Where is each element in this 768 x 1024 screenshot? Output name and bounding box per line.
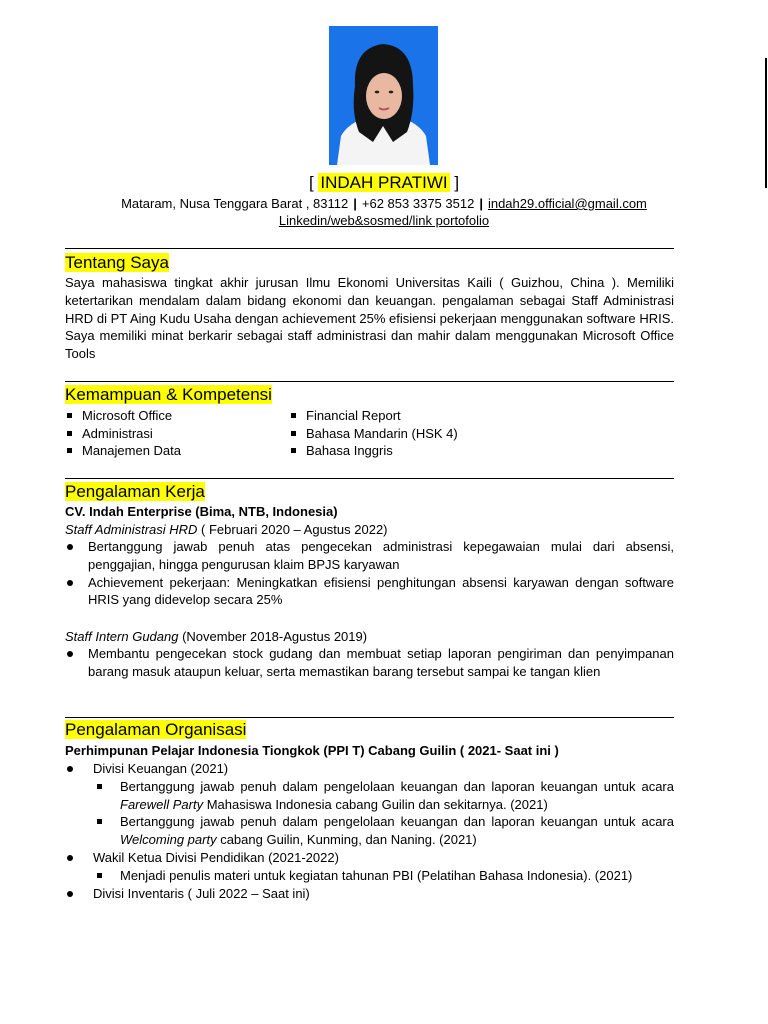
- duty-item: [93, 778, 674, 814]
- skill-item: Financial Report: [289, 407, 458, 425]
- bracket-close: ]: [454, 173, 460, 192]
- job-bullet: Membantu pengecekan stock gudang dan membuat setiap laporan pengiriman dan penyimpanan barang masuk ataupun keluar, serta memastikan barang tersebut sampai ke tangan klien: [65, 645, 674, 681]
- name-text: INDAH PRATIWI: [320, 173, 448, 192]
- duty-text: Bertanggung jawab penuh dalam pengelolaan keuangan dan laporan keuangan untuk acara: [120, 814, 674, 830]
- section-title-skills: [65, 384, 272, 406]
- job-title: Staff Administrasi HRD: [65, 522, 198, 537]
- division-label: Wakil Ketua Divisi Pendidikan (2021-2022): [93, 849, 339, 865]
- profile-photo: [329, 26, 438, 165]
- section-title-organization: [65, 719, 246, 741]
- separator: |: [353, 196, 357, 211]
- skill-item: Administrasi: [65, 425, 181, 443]
- duty-text: Mahasiswa Indonesia cabang Guilin dan sekitarnya. (2021): [203, 796, 548, 812]
- skills-column-2: [289, 407, 458, 460]
- bracket-open: [: [308, 173, 314, 192]
- portfolio-link[interactable]: Linkedin/web&sosmed/link portofolio: [278, 213, 490, 228]
- division-duties: [93, 867, 674, 885]
- organization-roles: [65, 760, 674, 902]
- job-period: (November 2018-Agustus 2019): [178, 629, 368, 644]
- section-divider: [65, 248, 674, 249]
- duty-text: cabang Guilin, Kunming, dan Naning. (2021): [216, 832, 477, 848]
- duty-item: [93, 813, 674, 849]
- skill-item: Bahasa Mandarin (HSK 4): [289, 425, 458, 443]
- company-name: CV. Indah Enterprise (Bima, NTB, Indonesia): [65, 504, 338, 519]
- skill-item: Microsoft Office: [65, 407, 181, 425]
- section-divider: [65, 478, 674, 479]
- division-item: [65, 849, 674, 885]
- job-title: Staff Intern Gudang: [65, 629, 179, 644]
- about-text: Saya mahasiswa tingkat akhir jurusan Ilmu Ekonomi Universitas Kaili ( Guizhou, China ). Memiliki ketertarikan mendalam dalam bidang ekonomi dan keuangan. pengalaman sebagai Staff Administrasi HRD di PT Aing Kudu Usaha dengan achievement 25% efisiensi pekerjaan menggunakan software HRIS. Saya memiliki minat berkarir sebagai staff administrasi dan mahir dalam menggunakan Microsoft Office Tools: [65, 275, 674, 362]
- skills-column-1: [65, 407, 181, 460]
- portfolio-links: [0, 212, 768, 229]
- separator: |: [479, 196, 483, 211]
- job-bullet: Bertanggung jawab penuh atas pengecekan administrasi kepegawaian mulai dari absensi, penggajian, hingga pengurusan klaim BPJS karyawan: [65, 538, 674, 574]
- job-bullet: Achievement pekerjaan: Meningkatkan efisiensi penghitungan absensi karyawan dengan software HRIS yang didevelop secara 25%: [65, 574, 674, 610]
- org-title: Pengalaman Organisasi: [65, 720, 247, 739]
- skill-item: Manajemen Data: [65, 442, 181, 460]
- section-title-about: [65, 252, 169, 274]
- address: Mataram, Nusa Tenggara Barat , 83112: [121, 196, 349, 211]
- event-name: Farewell Party: [120, 796, 204, 812]
- about-title: Tentang Saya: [65, 253, 169, 272]
- contact-line: [0, 195, 768, 212]
- event-name: Welcoming party: [120, 832, 217, 848]
- duty-text: Bertanggung jawab penuh dalam pengelolaan keuangan dan laporan keuangan untuk acara: [120, 778, 674, 794]
- section-title-work: [65, 481, 205, 503]
- job-bullets: [65, 645, 674, 681]
- division-label: Divisi Keuangan (2021): [93, 761, 229, 776]
- division-duties: [93, 778, 674, 849]
- section-divider: [65, 381, 674, 382]
- duty-item: [93, 867, 674, 885]
- organization-name: Perhimpunan Pelajar Indonesia Tiongkok (PPI T) Cabang Guilin ( 2021- Saat ini ): [65, 743, 559, 758]
- skills-title: Kemampuan & Kompetensi: [65, 385, 272, 404]
- duty-text: Menjadi penulis materi untuk kegiatan tahunan PBI (Pelatihan Bahasa Indonesia). (2021): [120, 867, 633, 883]
- section-divider: [65, 717, 674, 718]
- job-role: [65, 628, 367, 645]
- job-role: [65, 521, 388, 538]
- email-link[interactable]: indah29.official@gmail.com: [487, 196, 647, 211]
- job-period: ( Februari 2020 – Agustus 2022): [197, 522, 388, 537]
- division-label: Divisi Inventaris ( Juli 2022 – Saat ini): [93, 885, 310, 901]
- page-edge-mark: [765, 58, 767, 188]
- work-title: Pengalaman Kerja: [65, 482, 205, 501]
- skill-item: Bahasa Inggris: [289, 442, 458, 460]
- job-bullets: [65, 538, 674, 609]
- division-item: [65, 885, 674, 903]
- candidate-name: [0, 172, 768, 194]
- division-item: [65, 760, 674, 849]
- phone: +62 853 3375 3512: [361, 196, 475, 211]
